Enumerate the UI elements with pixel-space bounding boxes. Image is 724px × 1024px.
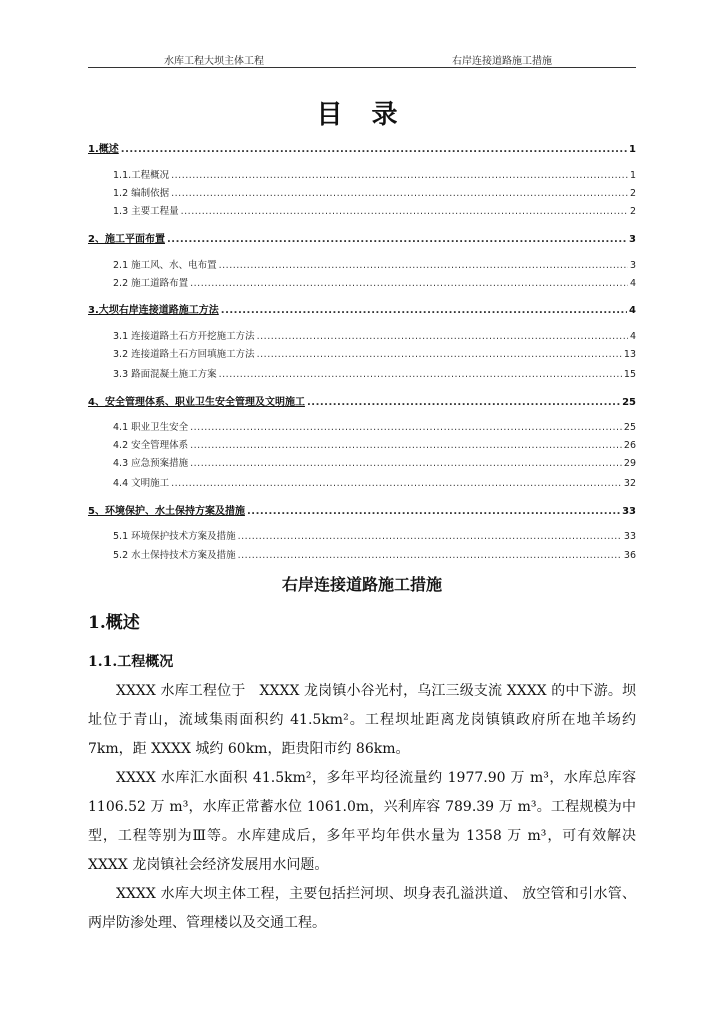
toc-leader: [307, 397, 620, 408]
toc-entry-page: 3: [629, 234, 636, 245]
toc-entry[interactable]: [113, 257, 636, 271]
toc-entry[interactable]: [88, 140, 636, 155]
toc-entry[interactable]: [113, 419, 636, 433]
toc-entry-page: 29: [623, 458, 636, 469]
toc-entry[interactable]: [113, 203, 636, 217]
toc-entry-text: 1.1.工程概况: [113, 170, 170, 181]
toc-leader: [238, 550, 622, 561]
toc-entry-text: 1.概述: [88, 144, 119, 155]
toc-entry-text: 2、施工平面布置: [88, 234, 165, 245]
toc-entry[interactable]: [113, 366, 636, 380]
toc-title: 目 录: [316, 100, 408, 130]
toc-entry-text: 5.2 水土保持技术方案及措施: [113, 550, 236, 561]
toc-entry-text: 2.1 施工风、水、电布置: [113, 260, 217, 271]
toc-entry[interactable]: [88, 230, 636, 245]
toc-entry[interactable]: [113, 185, 636, 199]
header-rule: [88, 67, 636, 68]
toc-entry-page: 1: [629, 170, 636, 181]
toc-entry-text: 1.2 编制依据: [113, 188, 170, 199]
heading-1: 1.概述: [88, 613, 140, 633]
toc-leader: [167, 234, 627, 245]
toc-entry-page: 25: [623, 422, 636, 433]
toc-entry-page: 4: [629, 331, 636, 342]
toc-leader: [190, 278, 628, 289]
toc-entry[interactable]: [113, 437, 636, 451]
header-right-text: 右岸连接道路施工措施: [452, 56, 552, 67]
toc-leader: [171, 478, 622, 489]
heading-2: 1.1.工程概况: [88, 654, 174, 670]
toc-entry-text: 3.3 路面混凝土施工方案: [113, 369, 217, 380]
page-header: [88, 50, 636, 68]
toc-entry-text: 4.1 职业卫生安全: [113, 422, 189, 433]
toc-entry-page: 2: [629, 206, 636, 217]
toc-entry-text: 3.1 连接道路土石方开挖施工方法: [113, 331, 255, 342]
toc-leader: [238, 531, 622, 542]
toc-leader: [190, 458, 622, 469]
header-left-text: 水库工程大坝主体工程: [164, 56, 264, 67]
toc-leader: [171, 170, 628, 181]
toc-leader: [247, 506, 620, 517]
section-title: 右岸连接道路施工措施: [281, 575, 442, 594]
toc-leader: [171, 188, 628, 199]
toc-entry-page: 25: [622, 397, 636, 408]
toc-entry-page: 32: [623, 478, 636, 489]
toc-entry-text: 4.4 文明施工: [113, 478, 170, 489]
toc-entry-page: 1: [629, 144, 636, 155]
toc-entry-text: 4、安全管理体系、职业卫生安全管理及文明施工: [88, 397, 305, 408]
paragraph: XXXX 水库汇水面积 41.5km²，多年平均径流量约 1977.90 万 m³，水库总库容 1106.52 万 m³，水库正常蓄水位 1061.0m，兴利库容 789.39 万 m³。工程规模为中型，工程等别为Ⅲ等。水库建成后，多年平均年供水量为 1358 万 m³，可有效解决 XXXX 龙岗镇社会经济发展用水问题。: [88, 770, 636, 873]
toc-entry-page: 36: [623, 550, 636, 561]
toc-entry-page: 15: [623, 369, 636, 380]
body-text: [88, 677, 636, 938]
toc-entry-text: 5、环境保护、水土保持方案及措施: [88, 506, 245, 517]
toc-entry-text: 3.2 连接道路土石方回填施工方法: [113, 349, 255, 360]
toc-entry[interactable]: [113, 547, 636, 561]
toc-entry[interactable]: [113, 528, 636, 542]
toc-entry-page: 4: [629, 305, 636, 316]
toc-leader: [219, 369, 622, 380]
toc-entry[interactable]: [113, 346, 636, 360]
toc-entry[interactable]: [113, 275, 636, 289]
paragraph: XXXX 水库大坝主体工程，主要包括拦河坝、坝身表孔溢洪道、 放空管和引水管、两岸防渗处理、管理楼以及交通工程。: [88, 886, 636, 931]
toc-leader: [190, 422, 622, 433]
toc-leader: [121, 144, 627, 155]
toc-entry-page: 2: [629, 188, 636, 199]
toc-entry-text: 3.大坝右岸连接道路施工方法: [88, 305, 219, 316]
toc-entry-page: 3: [629, 260, 636, 271]
toc-leader: [181, 206, 628, 217]
toc-leader: [257, 331, 628, 342]
toc-entry[interactable]: [113, 167, 636, 181]
toc-entry-page: 33: [622, 506, 636, 517]
toc-entry-page: 33: [623, 531, 636, 542]
toc-entry[interactable]: [88, 502, 636, 517]
toc-entry-page: 4: [629, 278, 636, 289]
toc-leader: [257, 349, 622, 360]
toc-entry[interactable]: [113, 475, 636, 489]
toc-entry[interactable]: [88, 393, 636, 408]
toc-entry-text: 2.2 施工道路布置: [113, 278, 189, 289]
paragraph: XXXX 水库工程位于 XXXX 龙岗镇小谷光村，乌江三级支流 XXXX 的中下游。坝址位于青山，流域集雨面积约 41.5km²。工程坝址距离龙岗镇镇政府所在地羊场约 7km，距 XXXX 城约 60km，距贵阳市约 86km。: [88, 683, 636, 757]
toc-leader: [221, 305, 627, 316]
toc-entry-page: 26: [623, 440, 636, 451]
toc-entry[interactable]: [113, 328, 636, 342]
toc-entry-text: 4.2 安全管理体系: [113, 440, 189, 451]
toc-leader: [219, 260, 628, 271]
toc-entry-page: 13: [623, 349, 636, 360]
toc-entry-text: 4.3 应急预案措施: [113, 458, 189, 469]
toc-leader: [190, 440, 622, 451]
toc-entry-text: 5.1 环境保护技术方案及措施: [113, 531, 236, 542]
toc-entry[interactable]: [88, 301, 636, 316]
toc-entry[interactable]: [113, 455, 636, 469]
toc-entry-text: 1.3 主要工程量: [113, 206, 179, 217]
